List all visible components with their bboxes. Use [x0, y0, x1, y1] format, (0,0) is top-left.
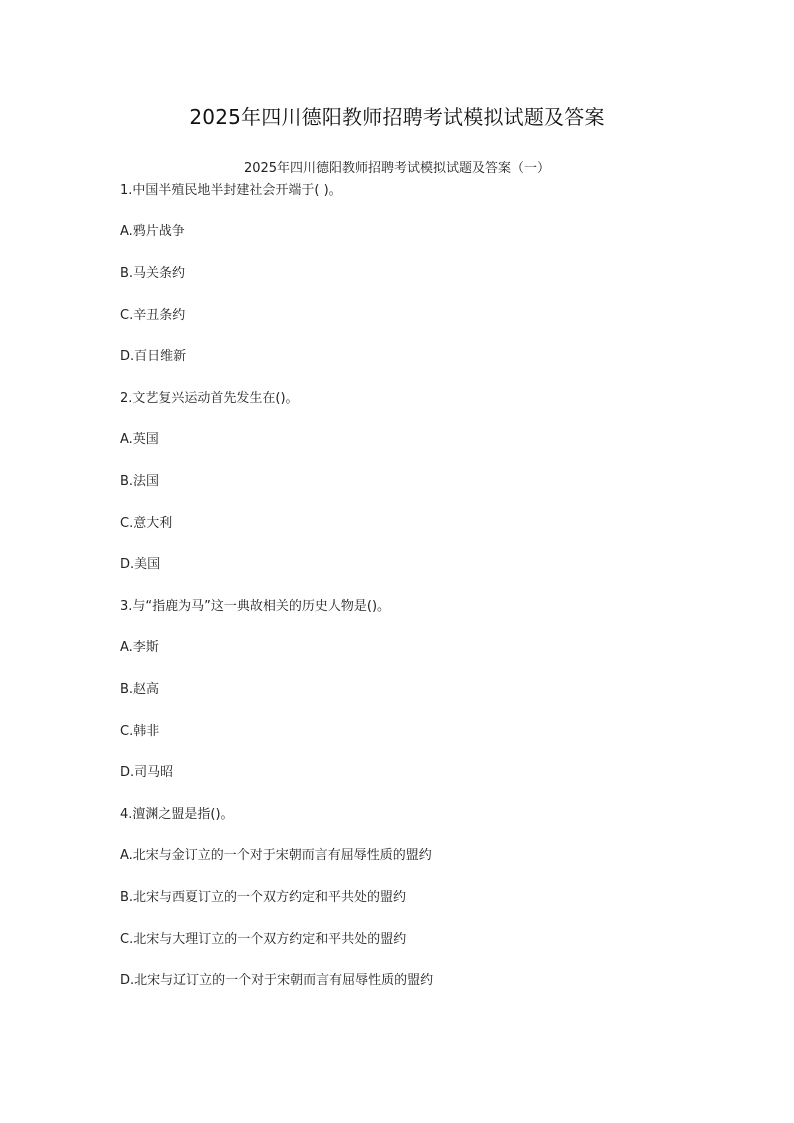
section-subtitle: 2025年四川德阳教师招聘考试模拟试题及答案（一）	[243, 161, 551, 176]
question-4-option-b: B.北宋与西夏订立的一个双方约定和平共处的盟约	[120, 890, 407, 905]
question-3-option-d: D.司马昭	[120, 765, 174, 780]
question-3-option-c: C.韩非	[120, 724, 160, 739]
question-2-option-c: C.意大利	[120, 516, 173, 531]
question-2-option-a: A.英国	[120, 432, 159, 447]
question-4-option-a: A.北宋与金订立的一个对于宋朝而言有屈辱性质的盟约	[120, 848, 432, 863]
question-4-option-d: D.北宋与辽订立的一个对于宋朝而言有屈辱性质的盟约	[120, 973, 434, 988]
page-title: 2025年四川德阳教师招聘考试模拟试题及答案	[189, 105, 605, 129]
question-2-stem: 2.文艺复兴运动首先发生在()。	[120, 391, 299, 406]
question-1-option-a: A.鸦片战争	[120, 224, 185, 239]
question-1-stem: 1.中国半殖民地半封建社会开端于( )。	[120, 183, 342, 198]
question-1-option-c: C.辛丑条约	[120, 308, 186, 323]
question-2-option-d: D.美国	[120, 557, 161, 572]
question-3-stem: 3.与“指鹿为马”这一典故相关的历史人物是()。	[120, 599, 391, 614]
question-4-option-c: C.北宋与大理订立的一个双方约定和平共处的盟约	[120, 932, 407, 947]
question-3-option-a: A.李斯	[120, 640, 159, 655]
question-2-option-b: B.法国	[120, 474, 160, 489]
question-1-option-d: D.百日维新	[120, 349, 187, 364]
question-1-option-b: B.马关条约	[120, 266, 186, 281]
question-4-stem: 4.澶渊之盟是指()。	[120, 807, 234, 822]
question-3-option-b: B.赵高	[120, 682, 160, 697]
